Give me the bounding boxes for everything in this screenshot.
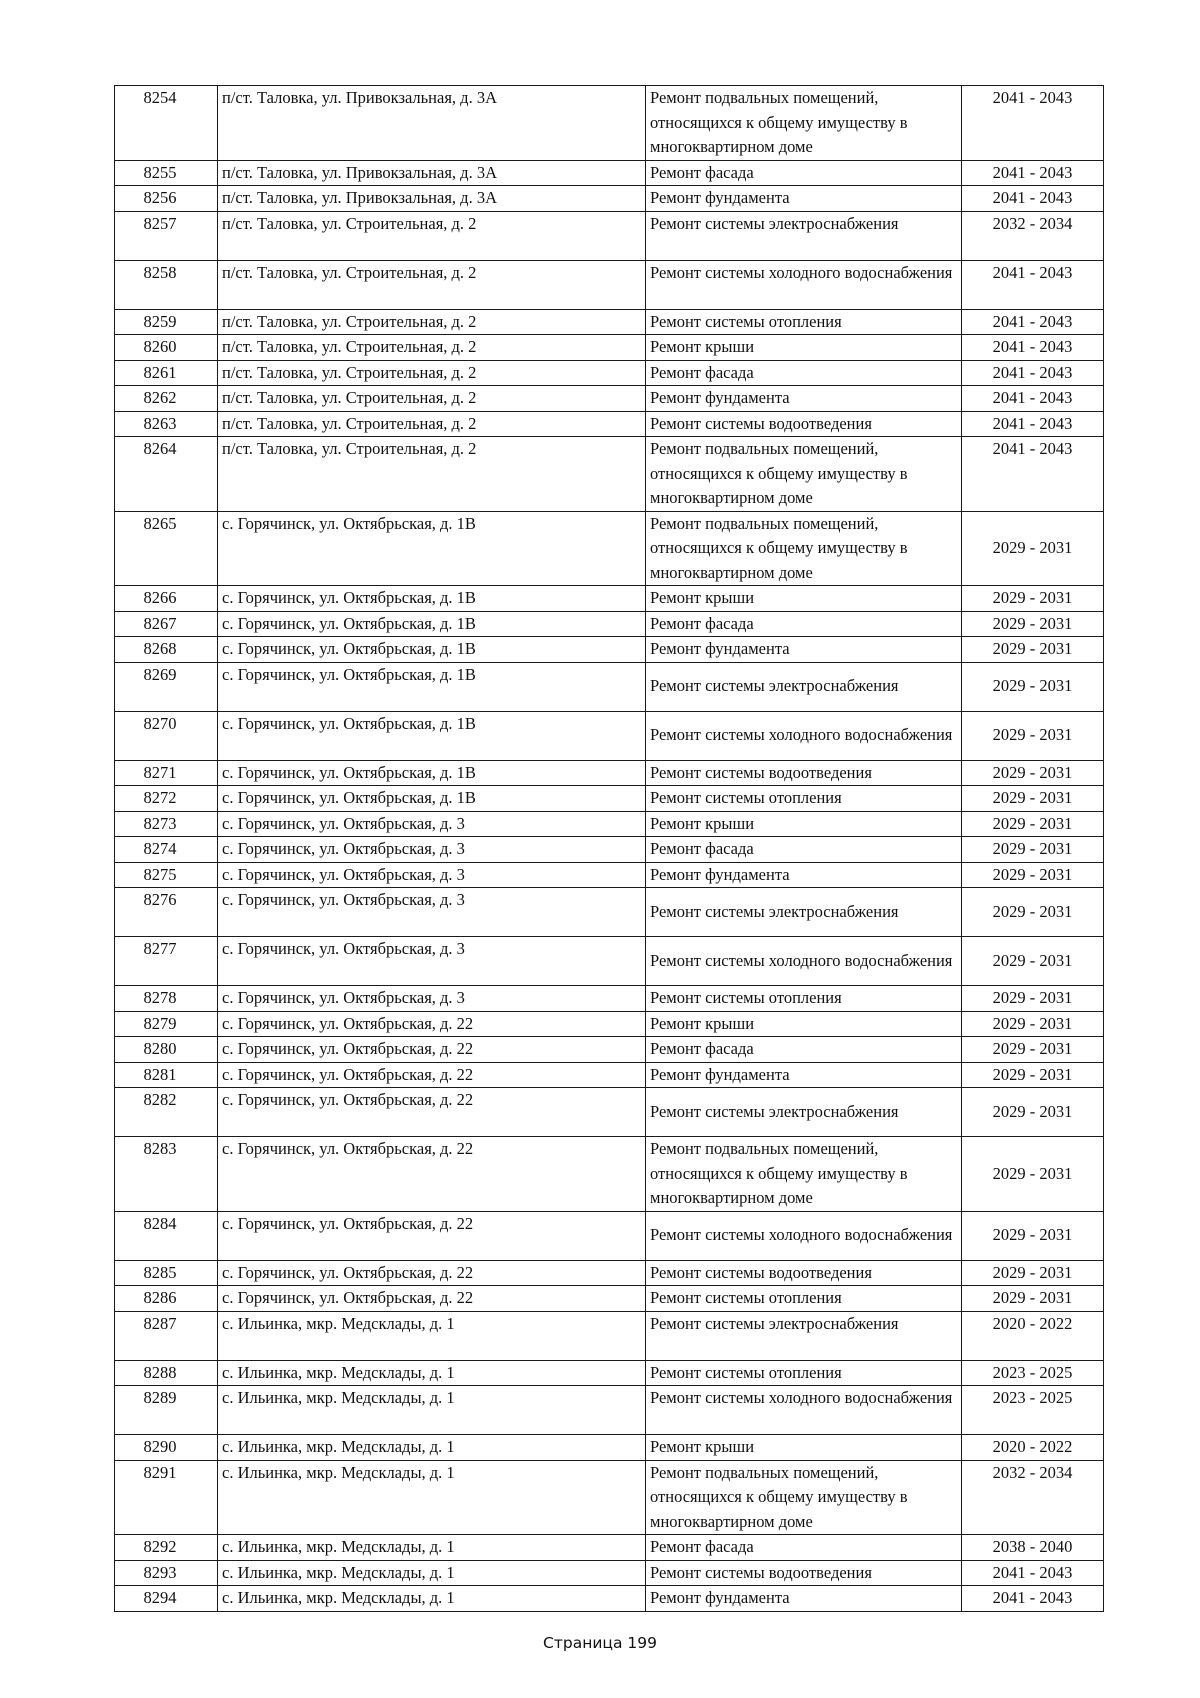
table-row [115,1586,1104,1612]
period-cell: 2041 - 2043 [962,309,1104,335]
work-type-cell: Ремонт системы отопления [646,1286,962,1312]
address-cell: с. Горячинск, ул. Октябрьская, д. 22 [218,1062,646,1088]
address-cell: с. Ильинка, мкр. Медсклады, д. 1 [218,1460,646,1535]
table-row [115,1286,1104,1312]
row-number: 8287 [115,1311,218,1360]
address-cell: с. Ильинка, мкр. Медсклады, д. 1 [218,1535,646,1561]
row-number: 8278 [115,986,218,1012]
table-row [115,211,1104,260]
address-cell: п/ст. Таловка, ул. Строительная, д. 2 [218,309,646,335]
period-cell: 2029 - 2031 [962,1037,1104,1063]
address-cell: п/ст. Таловка, ул. Строительная, д. 2 [218,335,646,361]
row-number: 8263 [115,411,218,437]
row-number: 8279 [115,1011,218,1037]
period-cell: 2029 - 2031 [962,1286,1104,1312]
work-type-cell: Ремонт подвальных помещений, относящихся к общему имуществу в многоквартирном доме [646,1460,962,1535]
address-cell: п/ст. Таловка, ул. Строительная, д. 2 [218,386,646,412]
table-row [115,1360,1104,1386]
row-number: 8290 [115,1435,218,1461]
table-row [115,1535,1104,1561]
period-cell: 2041 - 2043 [962,411,1104,437]
table-row [115,1211,1104,1260]
row-number: 8264 [115,437,218,512]
table-row [115,260,1104,309]
address-cell: с. Горячинск, ул. Октябрьская, д. 1В [218,662,646,711]
address-cell: с. Горячинск, ул. Октябрьская, д. 22 [218,1211,646,1260]
row-number: 8286 [115,1286,218,1312]
work-type-cell: Ремонт фасада [646,837,962,863]
table-row [115,862,1104,888]
table-row [115,309,1104,335]
period-cell: 2029 - 2031 [962,586,1104,612]
work-type-cell: Ремонт фундамента [646,1062,962,1088]
address-cell: п/ст. Таловка, ул. Строительная, д. 2 [218,411,646,437]
address-cell: п/ст. Таловка, ул. Строительная, д. 2 [218,260,646,309]
row-number: 8288 [115,1360,218,1386]
row-number: 8282 [115,1088,218,1137]
work-type-cell: Ремонт крыши [646,811,962,837]
table-row [115,711,1104,760]
address-cell: с. Горячинск, ул. Октябрьская, д. 3 [218,986,646,1012]
period-cell: 2041 - 2043 [962,186,1104,212]
address-cell: с. Ильинка, мкр. Медсклады, д. 1 [218,1360,646,1386]
work-type-cell: Ремонт системы электроснабжения [646,211,962,260]
address-cell: п/ст. Таловка, ул. Привокзальная, д. 3А [218,160,646,186]
address-cell: с. Горячинск, ул. Октябрьская, д. 22 [218,1260,646,1286]
work-type-cell: Ремонт подвальных помещений, относящихся к общему имуществу в многоквартирном доме [646,511,962,586]
row-number: 8266 [115,586,218,612]
period-cell: 2041 - 2043 [962,1560,1104,1586]
address-cell: с. Горячинск, ул. Октябрьская, д. 1В [218,711,646,760]
work-type-cell: Ремонт подвальных помещений, относящихся к общему имуществу в многоквартирном доме [646,86,962,161]
period-cell: 2029 - 2031 [962,986,1104,1012]
address-cell: с. Горячинск, ул. Октябрьская, д. 1В [218,586,646,612]
address-cell: п/ст. Таловка, ул. Привокзальная, д. 3А [218,86,646,161]
period-cell: 2029 - 2031 [962,511,1104,586]
period-cell: 2029 - 2031 [962,637,1104,663]
address-cell: с. Горячинск, ул. Октябрьская, д. 3 [218,811,646,837]
address-cell: с. Горячинск, ул. Октябрьская, д. 3 [218,937,646,986]
address-cell: с. Ильинка, мкр. Медсклады, д. 1 [218,1386,646,1435]
address-cell: с. Ильинка, мкр. Медсклады, д. 1 [218,1586,646,1612]
work-type-cell: Ремонт системы водоотведения [646,1260,962,1286]
period-cell: 2029 - 2031 [962,888,1104,937]
row-number: 8291 [115,1460,218,1535]
table-row [115,1386,1104,1435]
work-type-cell: Ремонт крыши [646,335,962,361]
period-cell: 2023 - 2025 [962,1386,1104,1435]
table-row [115,386,1104,412]
period-cell: 2041 - 2043 [962,386,1104,412]
table-row [115,1062,1104,1088]
period-cell: 2029 - 2031 [962,1211,1104,1260]
period-cell: 2029 - 2031 [962,1260,1104,1286]
address-cell: с. Горячинск, ул. Октябрьская, д. 1В [218,786,646,812]
address-cell: с. Горячинск, ул. Октябрьская, д. 22 [218,1011,646,1037]
row-number: 8269 [115,662,218,711]
work-type-cell: Ремонт крыши [646,1435,962,1461]
work-type-cell: Ремонт системы холодного водоснабжения [646,1386,962,1435]
address-cell: с. Горячинск, ул. Октябрьская, д. 22 [218,1137,646,1212]
row-number: 8262 [115,386,218,412]
period-cell: 2029 - 2031 [962,837,1104,863]
address-cell: с. Горячинск, ул. Октябрьская, д. 22 [218,1037,646,1063]
work-type-cell: Ремонт системы отопления [646,786,962,812]
period-cell: 2032 - 2034 [962,1460,1104,1535]
row-number: 8258 [115,260,218,309]
row-number: 8276 [115,888,218,937]
address-cell: с. Ильинка, мкр. Медсклады, д. 1 [218,1435,646,1461]
address-cell: с. Ильинка, мкр. Медсклады, д. 1 [218,1560,646,1586]
period-cell: 2029 - 2031 [962,611,1104,637]
address-cell: с. Горячинск, ул. Октябрьская, д. 1В [218,760,646,786]
address-cell: п/ст. Таловка, ул. Строительная, д. 2 [218,360,646,386]
period-cell: 2041 - 2043 [962,437,1104,512]
table-row [115,586,1104,612]
row-number: 8284 [115,1211,218,1260]
address-cell: с. Горячинск, ул. Октябрьская, д. 1В [218,511,646,586]
table-row [115,786,1104,812]
address-cell: с. Горячинск, ул. Октябрьская, д. 1В [218,611,646,637]
address-cell: с. Ильинка, мкр. Медсклады, д. 1 [218,1311,646,1360]
work-type-cell: Ремонт фундамента [646,862,962,888]
row-number: 8275 [115,862,218,888]
work-type-cell: Ремонт системы холодного водоснабжения [646,260,962,309]
address-cell: п/ст. Таловка, ул. Строительная, д. 2 [218,211,646,260]
address-cell: с. Горячинск, ул. Октябрьская, д. 1В [218,637,646,663]
work-type-cell: Ремонт системы холодного водоснабжения [646,1211,962,1260]
work-type-cell: Ремонт фасада [646,160,962,186]
period-cell: 2029 - 2031 [962,1062,1104,1088]
table-row [115,811,1104,837]
address-cell: п/ст. Таловка, ул. Привокзальная, д. 3А [218,186,646,212]
row-number: 8268 [115,637,218,663]
work-type-cell: Ремонт системы холодного водоснабжения [646,937,962,986]
work-type-cell: Ремонт фасада [646,1037,962,1063]
period-cell: 2041 - 2043 [962,260,1104,309]
period-cell: 2029 - 2031 [962,1137,1104,1212]
row-number: 8277 [115,937,218,986]
row-number: 8259 [115,309,218,335]
table-row [115,511,1104,586]
work-type-cell: Ремонт системы холодного водоснабжения [646,711,962,760]
table-row [115,1435,1104,1461]
row-number: 8273 [115,811,218,837]
table-row [115,437,1104,512]
work-type-cell: Ремонт подвальных помещений, относящихся к общему имуществу в многоквартирном доме [646,437,962,512]
row-number: 8289 [115,1386,218,1435]
row-number: 8267 [115,611,218,637]
table-row [115,1460,1104,1535]
period-cell: 2029 - 2031 [962,1088,1104,1137]
period-cell: 2041 - 2043 [962,160,1104,186]
table-row [115,1137,1104,1212]
period-cell: 2029 - 2031 [962,937,1104,986]
row-number: 8270 [115,711,218,760]
work-type-cell: Ремонт системы водоотведения [646,1560,962,1586]
table-row [115,760,1104,786]
period-cell: 2029 - 2031 [962,1011,1104,1037]
table-row [115,1560,1104,1586]
period-cell: 2023 - 2025 [962,1360,1104,1386]
work-type-cell: Ремонт фундамента [646,386,962,412]
page-number: Страница 199 [543,1634,657,1652]
table-row [115,1088,1104,1137]
row-number: 8272 [115,786,218,812]
work-type-cell: Ремонт системы электроснабжения [646,662,962,711]
period-cell: 2041 - 2043 [962,360,1104,386]
work-type-cell: Ремонт крыши [646,1011,962,1037]
period-cell: 2020 - 2022 [962,1311,1104,1360]
row-number: 8281 [115,1062,218,1088]
work-type-cell: Ремонт фасада [646,360,962,386]
address-cell: с. Горячинск, ул. Октябрьская, д. 3 [218,837,646,863]
table-row [115,837,1104,863]
period-cell: 2029 - 2031 [962,786,1104,812]
row-number: 8261 [115,360,218,386]
work-type-cell: Ремонт системы отопления [646,1360,962,1386]
table-body [115,86,1104,1612]
row-number: 8255 [115,160,218,186]
row-number: 8292 [115,1535,218,1561]
address-cell: с. Горячинск, ул. Октябрьская, д. 22 [218,1286,646,1312]
period-cell: 2029 - 2031 [962,760,1104,786]
work-type-cell: Ремонт крыши [646,586,962,612]
row-number: 8280 [115,1037,218,1063]
row-number: 8257 [115,211,218,260]
row-number: 8260 [115,335,218,361]
address-cell: с. Горячинск, ул. Октябрьская, д. 22 [218,1088,646,1137]
work-type-cell: Ремонт системы отопления [646,309,962,335]
table-row [115,160,1104,186]
work-type-cell: Ремонт фундамента [646,1586,962,1612]
table-row [115,888,1104,937]
address-cell: с. Горячинск, ул. Октябрьская, д. 3 [218,862,646,888]
period-cell: 2029 - 2031 [962,711,1104,760]
table-row [115,1311,1104,1360]
row-number: 8294 [115,1586,218,1612]
work-type-cell: Ремонт системы водоотведения [646,411,962,437]
table-row [115,86,1104,161]
row-number: 8265 [115,511,218,586]
work-type-cell: Ремонт системы электроснабжения [646,1311,962,1360]
work-type-cell: Ремонт системы электроснабжения [646,888,962,937]
period-cell: 2041 - 2043 [962,1586,1104,1612]
table-row [115,1011,1104,1037]
period-cell: 2041 - 2043 [962,335,1104,361]
row-number: 8254 [115,86,218,161]
table-row [115,335,1104,361]
work-type-cell: Ремонт системы электроснабжения [646,1088,962,1137]
address-cell: с. Горячинск, ул. Октябрьская, д. 3 [218,888,646,937]
table-row [115,1037,1104,1063]
period-cell: 2041 - 2043 [962,86,1104,161]
period-cell: 2020 - 2022 [962,1435,1104,1461]
row-number: 8285 [115,1260,218,1286]
table-row [115,937,1104,986]
work-type-cell: Ремонт системы отопления [646,986,962,1012]
table-row [115,662,1104,711]
table-row [115,637,1104,663]
period-cell: 2029 - 2031 [962,862,1104,888]
row-number: 8274 [115,837,218,863]
row-number: 8293 [115,1560,218,1586]
table-row [115,1260,1104,1286]
work-type-cell: Ремонт фундамента [646,186,962,212]
period-cell: 2032 - 2034 [962,211,1104,260]
period-cell: 2038 - 2040 [962,1535,1104,1561]
row-number: 8271 [115,760,218,786]
table-row [115,611,1104,637]
row-number: 8283 [115,1137,218,1212]
work-type-cell: Ремонт фасада [646,611,962,637]
address-cell: п/ст. Таловка, ул. Строительная, д. 2 [218,437,646,512]
table-row [115,411,1104,437]
table-row [115,360,1104,386]
work-type-cell: Ремонт фундамента [646,637,962,663]
table-row [115,186,1104,212]
capital-repair-table [114,85,1104,1612]
table-row [115,986,1104,1012]
row-number: 8256 [115,186,218,212]
period-cell: 2029 - 2031 [962,811,1104,837]
work-type-cell: Ремонт фасада [646,1535,962,1561]
period-cell: 2029 - 2031 [962,662,1104,711]
work-type-cell: Ремонт подвальных помещений, относящихся к общему имуществу в многоквартирном доме [646,1137,962,1212]
work-type-cell: Ремонт системы водоотведения [646,760,962,786]
